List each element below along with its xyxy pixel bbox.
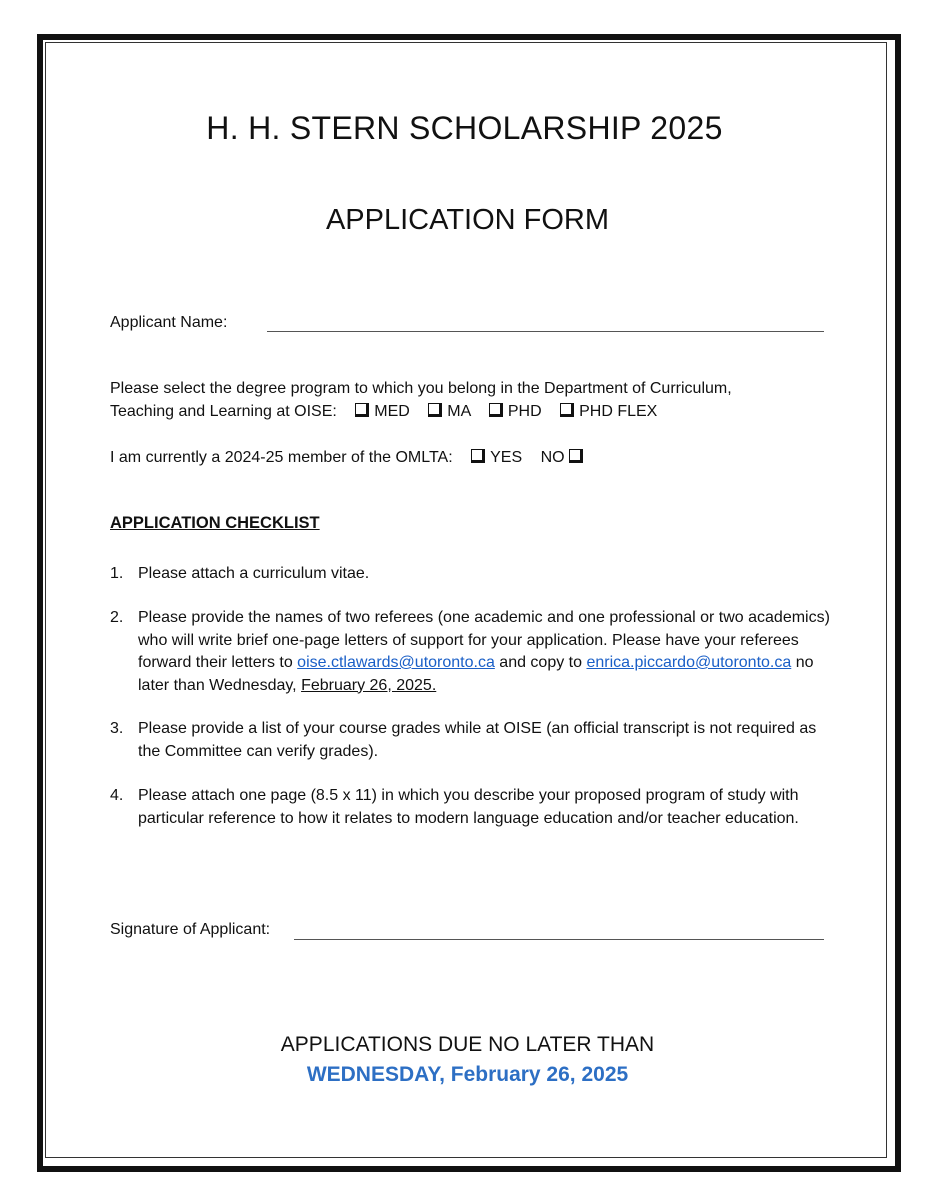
deadline-date: February 26, 2025. bbox=[301, 676, 437, 694]
checkbox-icon[interactable] bbox=[489, 403, 503, 417]
checkbox-icon[interactable] bbox=[471, 449, 485, 463]
omlta-section bbox=[110, 447, 588, 470]
checkbox-icon[interactable] bbox=[428, 403, 442, 417]
degree-section bbox=[110, 378, 870, 423]
degree-option-phd[interactable]: PHD bbox=[489, 403, 542, 420]
signature-field[interactable] bbox=[294, 939, 824, 940]
omlta-yes-option[interactable]: YES bbox=[471, 449, 522, 466]
checklist-item-3: 3. Please provide a list of your course grades while at OISE (an official transcript is not required as the Committee can verify grades). bbox=[110, 720, 817, 760]
checklist-item-2: 2. Please provide the names of two referees (one academic and one professional or two academics) who will write brief one-page letters of support for your application. Please have your referees forward their letters to oise.ctlawards@utoronto.ca and copy to enrica.piccardo@utoronto.ca no later than Wednesday, February 26, 2025. bbox=[110, 609, 830, 694]
degree-prompt-line2: Teaching and Learning at OISE: bbox=[110, 402, 337, 420]
applicant-name-field[interactable] bbox=[267, 331, 824, 332]
degree-prompt-line1: Please select the degree program to which you belong in the Department of Curriculum, bbox=[110, 380, 732, 397]
due-date: WEDNESDAY, February 26, 2025 bbox=[306, 1063, 629, 1086]
checklist-item-1: 1. Please attach a curriculum vitae. bbox=[110, 565, 370, 582]
omlta-no-option[interactable]: NO bbox=[541, 449, 588, 466]
degree-option-ma[interactable]: MA bbox=[428, 403, 470, 420]
degree-option-phd-flex[interactable]: PHD FLEX bbox=[560, 403, 657, 420]
document-title: H. H. STERN SCHOLARSHIP 2025 bbox=[206, 110, 723, 146]
degree-option-med[interactable]: MED bbox=[355, 403, 410, 420]
email-link-ctlawards[interactable]: oise.ctlawards@utoronto.ca bbox=[297, 654, 495, 671]
checkbox-icon[interactable] bbox=[569, 449, 583, 463]
document-subtitle: APPLICATION FORM bbox=[325, 204, 610, 236]
omlta-prompt: I am currently a 2024-25 member of the OMLTA: bbox=[110, 449, 453, 466]
checkbox-icon[interactable] bbox=[560, 403, 574, 417]
due-notice: APPLICATIONS DUE NO LATER THAN bbox=[280, 1033, 655, 1056]
applicant-name-label: Applicant Name: bbox=[110, 314, 228, 331]
email-link-piccardo[interactable]: enrica.piccardo@utoronto.ca bbox=[586, 654, 792, 671]
signature-label: Signature of Applicant: bbox=[110, 921, 271, 938]
checkbox-icon[interactable] bbox=[355, 403, 369, 417]
checklist-item-4: 4. Please attach one page (8.5 x 11) in which you describe your proposed program of study with particular reference to how it relates to modern language education and/or teacher education. bbox=[110, 787, 799, 827]
checklist-heading: APPLICATION CHECKLIST bbox=[110, 514, 320, 532]
